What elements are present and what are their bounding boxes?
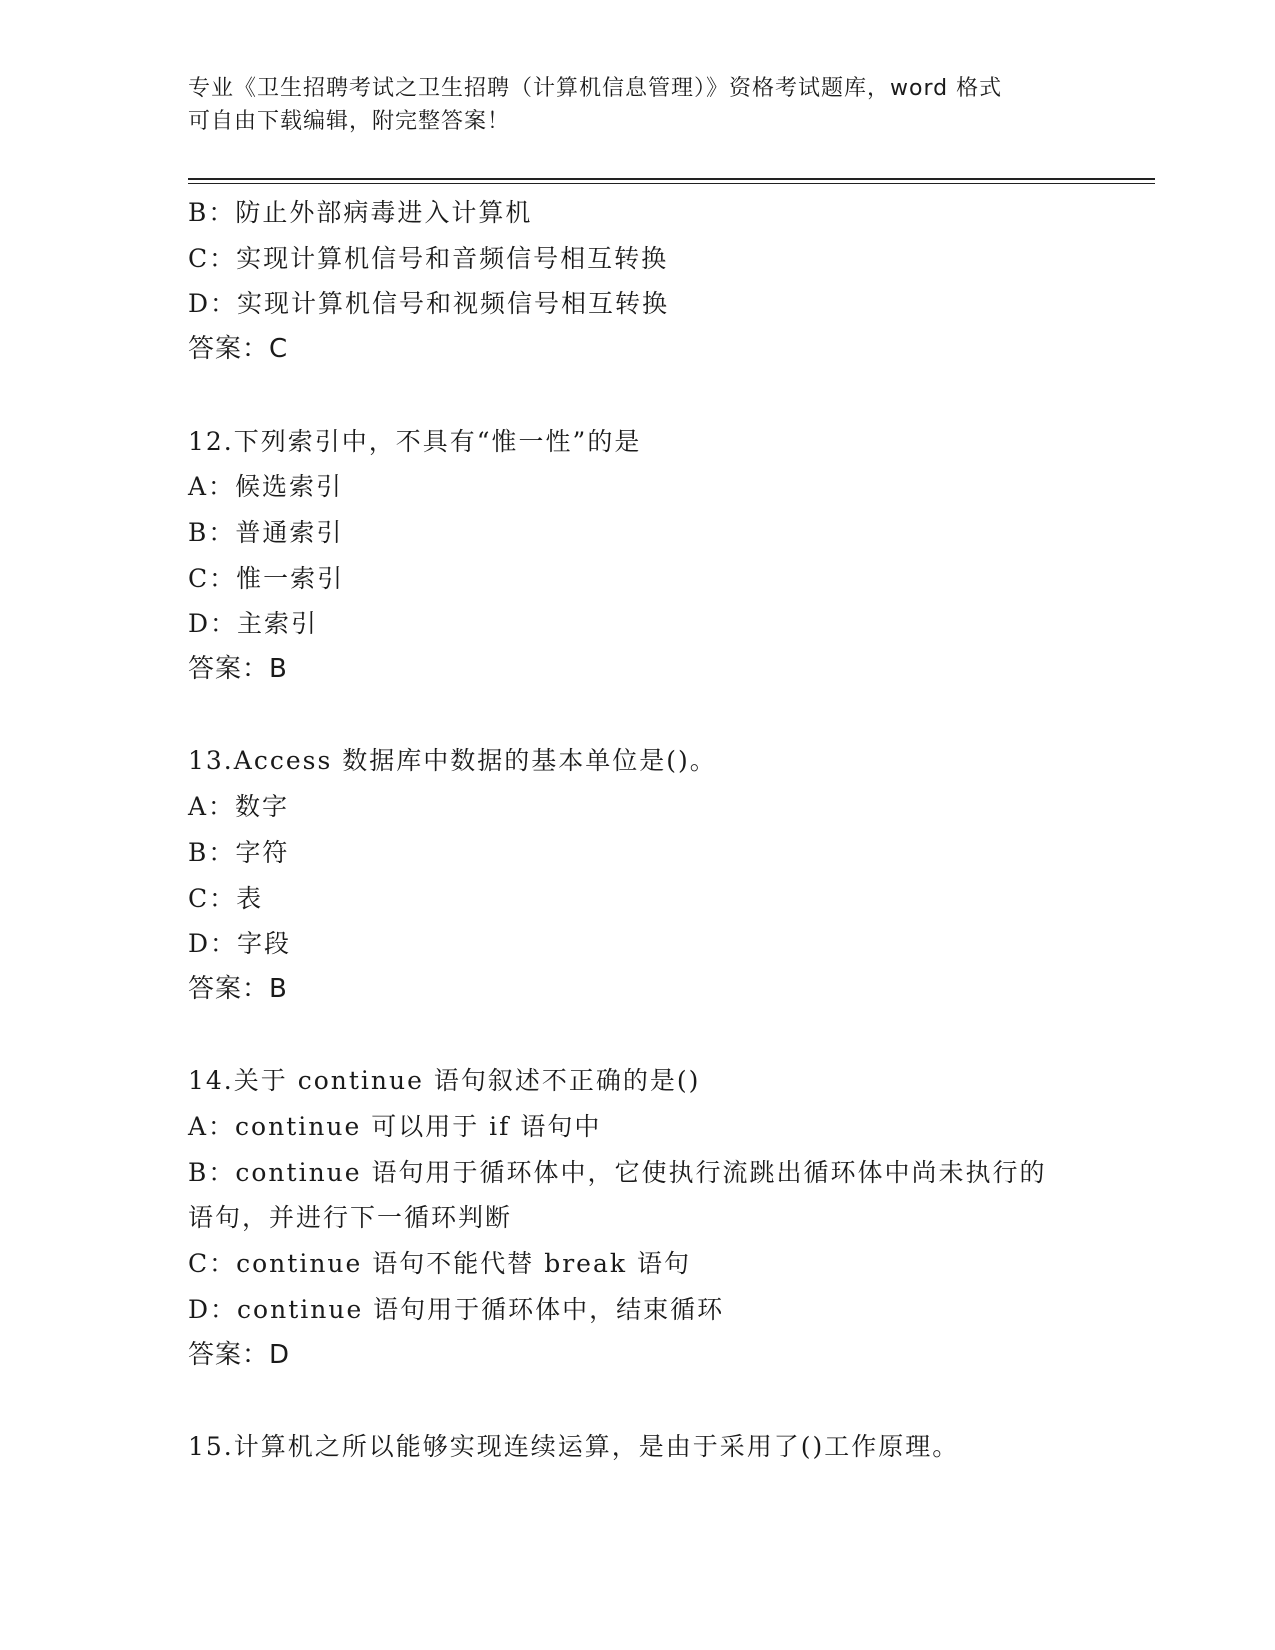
answer: 答案：B <box>188 973 288 1004</box>
option-a: A：数字 <box>188 792 290 822</box>
option-c: C：实现计算机信号和音频信号相互转换 <box>188 243 669 273</box>
question-14 <box>188 1058 1088 1378</box>
question-stem: 13.Access 数据库中数据的基本单位是()。 <box>188 746 717 776</box>
question-list <box>188 190 1088 1470</box>
option-d: D：主索引 <box>188 609 319 639</box>
header-line-1: 专业《卫生招聘考试之卫生招聘（计算机信息管理）》资格考试题库，word 格式 <box>188 76 1003 101</box>
question-stem: 14.关于 continue 语句叙述不正确的是() <box>188 1066 701 1096</box>
option-d: D：continue 语句用于循环体中，结束循环 <box>188 1294 725 1324</box>
option-c: C：惟一索引 <box>188 563 345 593</box>
answer: 答案：D <box>188 1339 291 1370</box>
header-rule-thin <box>188 183 1155 184</box>
option-b: B：字符 <box>188 837 290 867</box>
question-stem: 12.下列索引中，不具有“惟一性”的是 <box>188 426 642 456</box>
option-a: A：候选索引 <box>188 472 344 502</box>
question-stem: 15.计算机之所以能够实现连续运算，是由于采用了()工作原理。 <box>188 1431 960 1461</box>
answer: 答案：B <box>188 654 288 685</box>
question-12 <box>188 419 1088 693</box>
option-b: B：continue 语句用于循环体中，它使执行流跳出循环体中尚未执行的语句，并进行下一循环判断 <box>188 1157 1047 1233</box>
answer: 答案：C <box>188 334 289 365</box>
option-a: A：continue 可以用于 if 语句中 <box>188 1112 602 1142</box>
option-d: D：实现计算机信号和视频信号相互转换 <box>188 289 670 319</box>
header-rule-thick <box>188 178 1155 180</box>
option-d: D：字段 <box>188 929 292 959</box>
question-11 <box>188 190 1088 373</box>
document-header <box>188 72 1088 138</box>
header-line-2: 可自由下载编辑，附完整答案！ <box>188 109 511 134</box>
option-b: B：普通索引 <box>188 517 344 547</box>
question-15 <box>188 1424 1088 1470</box>
option-c: C：continue 语句不能代替 break 语句 <box>188 1249 691 1279</box>
question-13 <box>188 738 1088 1012</box>
option-c: C：表 <box>188 883 264 913</box>
option-b: B：防止外部病毒进入计算机 <box>188 198 533 227</box>
